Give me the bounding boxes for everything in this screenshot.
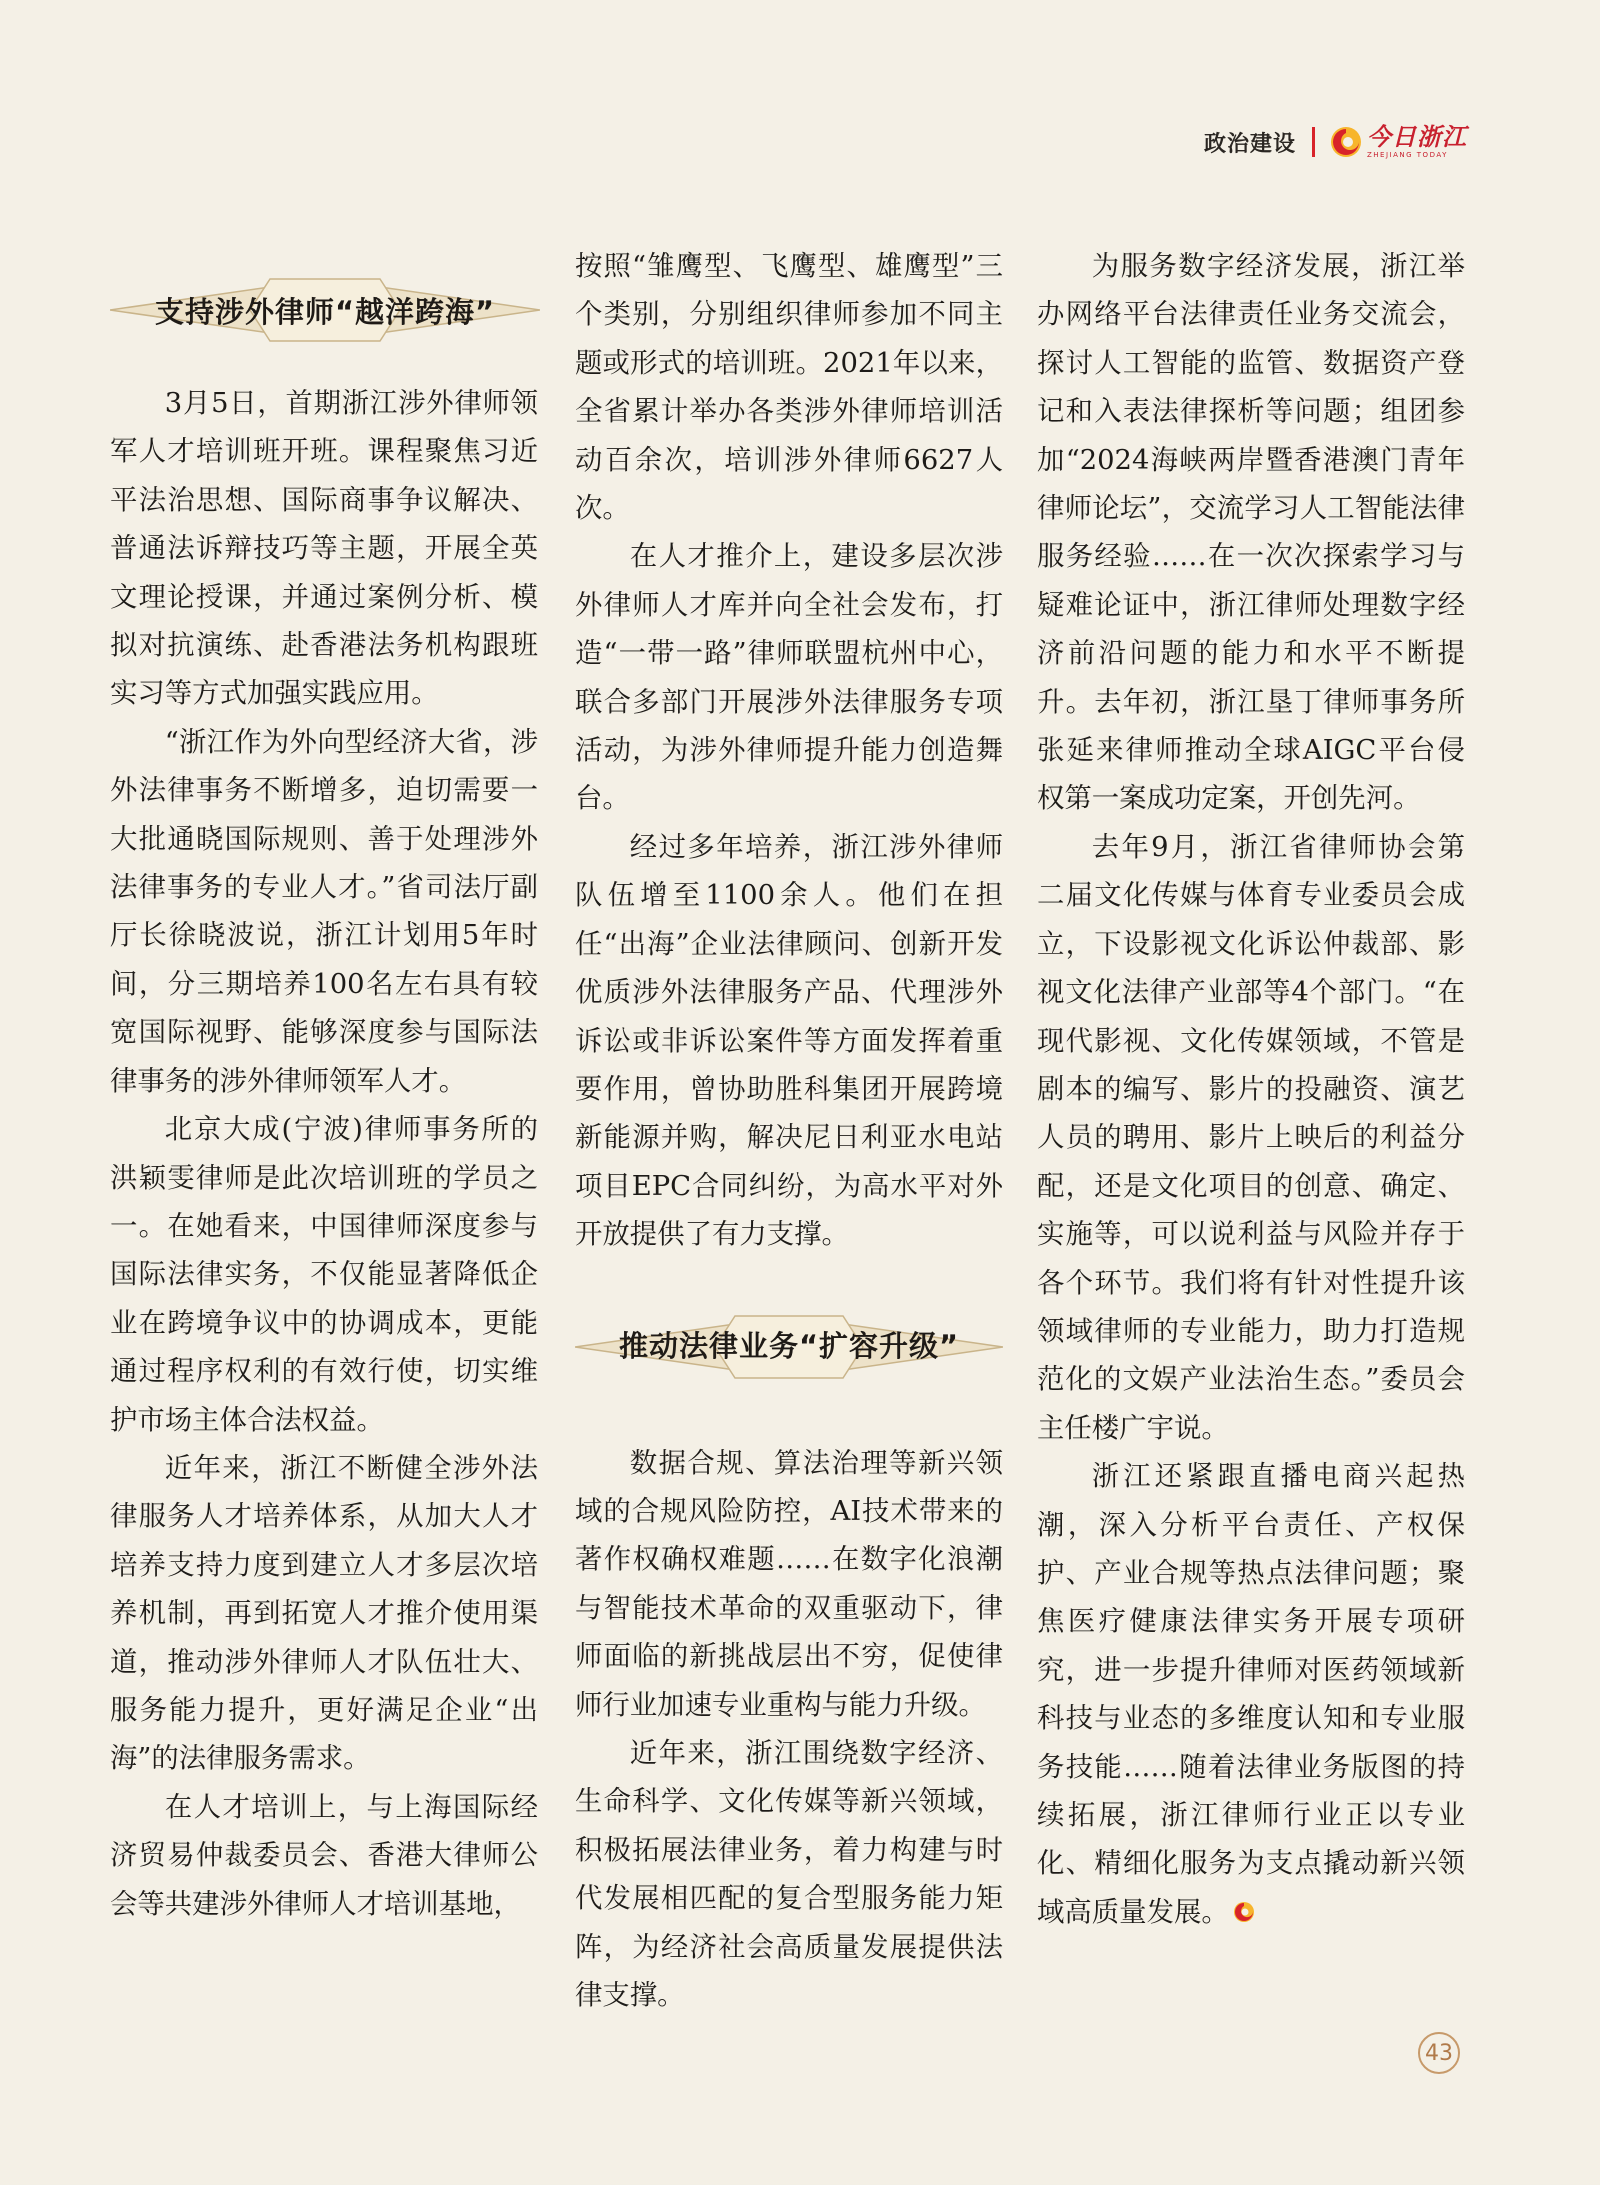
col2-paragraph-1: 按照“雏鹰型、飞鹰型、雄鹰型”三个类别，分别组织律师参加不同主题或形式的培训班。2021年以来，全省累计举办各类涉外律师培训活动百余次，培训涉外律师6627人次。 [575, 251, 1003, 525]
col3-paragraph-2: 去年9月，浙江省律师协会第二届文化传媒与体育专业委员会成立，下设影视文化诉讼仲裁部、影视文化法律产业部等4个部门。“在现代影视、文化传媒领域，不管是剧本的编写、影片的投融资、演艺人员的聘用、影片上映后的利益分配，还是文化项目的创意、确定、实施等，可以说利益与风险并存于各个环节。我们将有针对性提升该领域律师的专业能力，助力打造规范化的文娱产业法治生态。”委员会主任楼广宇说。 [1037, 831, 1465, 1444]
section-name: 政治建设 [1203, 131, 1296, 157]
logo-swirl-icon [1329, 125, 1363, 159]
section-heading-2 [575, 1312, 1003, 1382]
column-3 [1037, 243, 1465, 1937]
section-heading-1 [110, 275, 540, 345]
col2-paragraph-4: 数据合规、算法治理等新兴领域的合规风险防控，AI技术带来的著作权确权难题……在数字化浪潮与智能技术革命的双重驱动下，律师面临的新挑战层出不穷，促使律师行业加速专业重构与能力升级。 [575, 1447, 1003, 1721]
col3-paragraph-3-text: 浙江还紧跟直播电商兴起热潮，深入分析平台责任、产权保护、产业合规等热点法律问题；聚焦医疗健康法律实务开展专项研究，进一步提升律师对医药领域新科技与业态的多维度认知和专业服务技能……随着法律业务版图的持续拓展，浙江律师行业正以专业化、精细化服务为支点撬动新兴领域高质量发展。 [1037, 1461, 1465, 1928]
col1-paragraph-3: 北京大成(宁波)律师事务所的洪颖雯律师是此次培训班的学员之一。在她看来，中国律师深度参与国际法律实务，不仅能显著降低企业在跨境争议中的协调成本，更能通过程序权利的有效行使，切实维护市场主体合法权益。 [110, 1114, 538, 1436]
col2-paragraph-5: 近年来，浙江围绕数字经济、生命科学、文化传媒等新兴领域，积极拓展法律业务，着力构建与时代发展相匹配的复合型服务能力矩阵，为经济社会高质量发展提供法律支撑。 [575, 1737, 1003, 2011]
magazine-logo [1329, 122, 1467, 159]
page-number: 43 [1418, 2032, 1460, 2074]
heading-2-text: 推动法律业务“扩容升级” [618, 1329, 960, 1364]
col1-paragraph-4: 近年来，浙江不断健全涉外法律服务人才培养体系，从加大人才培养支持力度到建立人才多层次培养机制，再到拓宽人才推介使用渠道，推动涉外律师人才队伍壮大、服务能力提升，更好满足企业“出海”的法律服务需求。 [110, 1452, 538, 1775]
heading-1-text: 支持涉外律师“越洋跨海” [154, 294, 496, 329]
logo-chinese-name: 今日浙江 [1367, 122, 1467, 151]
column-1 [110, 380, 538, 1929]
col1-paragraph-1: 3月5日，首期浙江涉外律师领军人才培训班开班。课程聚焦习近平法治思想、国际商事争议解决、普通法诉辩技巧等主题，开展全英文理论授课，并通过案例分析、模拟对抗演练、赴香港法务机构跟班实习等方式加强实践应用。 [110, 388, 538, 710]
column-2 [575, 243, 1003, 2020]
col1-paragraph-5: 在人才培训上，与上海国际经济贸易仲裁委员会、香港大律师公会等共建涉外律师人才培训基地， [110, 1791, 538, 1920]
logo-english-name: ZHEJIANG TODAY [1367, 151, 1448, 159]
page-header [1204, 118, 1467, 166]
col3-paragraph-1: 为服务数字经济发展，浙江举办网络平台法律责任业务交流会，探讨人工智能的监管、数据资产登记和入表法律探析等问题；组团参加“2024海峡两岸暨香港澳门青年律师论坛”，交流学习人工智能法律服务经验……在一次次探索学习与疑难论证中，浙江律师处理数字经济前沿问题的能力和水平不断提升。去年初，浙江垦丁律师事务所张延来律师推动全球AIGC平台侵权第一案成功定案，开创先河。 [1037, 251, 1465, 815]
article-end-icon [1233, 1901, 1255, 1923]
col1-paragraph-2: “浙江作为外向型经济大省，涉外法律事务不断增多，迫切需要一大批通晓国际规则、善于处理涉外法律事务的专业人才。”省司法厅副厅长徐晓波说，浙江计划用5年时间，分三期培养100名左右具有较宽国际视野、能够深度参与国际法律事务的涉外律师领军人才。 [110, 726, 538, 1097]
header-divider [1312, 127, 1315, 157]
col2-paragraph-2: 在人才推介上，建设多层次涉外律师人才库并向全社会发布，打造“一带一路”律师联盟杭州中心，联合多部门开展涉外法律服务专项活动，为涉外律师提升能力创造舞台。 [575, 541, 1003, 815]
col3-paragraph-3 [1037, 1453, 1465, 1937]
col2-paragraph-3: 经过多年培养，浙江涉外律师队伍增至1100余人。他们在担任“出海”企业法律顾问、创新开发优质涉外法律服务产品、代理涉外诉讼或非诉讼案件等方面发挥着重要作用，曾协助胜科集团开展跨境新能源并购，解决尼日利亚水电站项目EPC合同纠纷，为高水平对外开放提供了有力支撑。 [575, 831, 1003, 1251]
